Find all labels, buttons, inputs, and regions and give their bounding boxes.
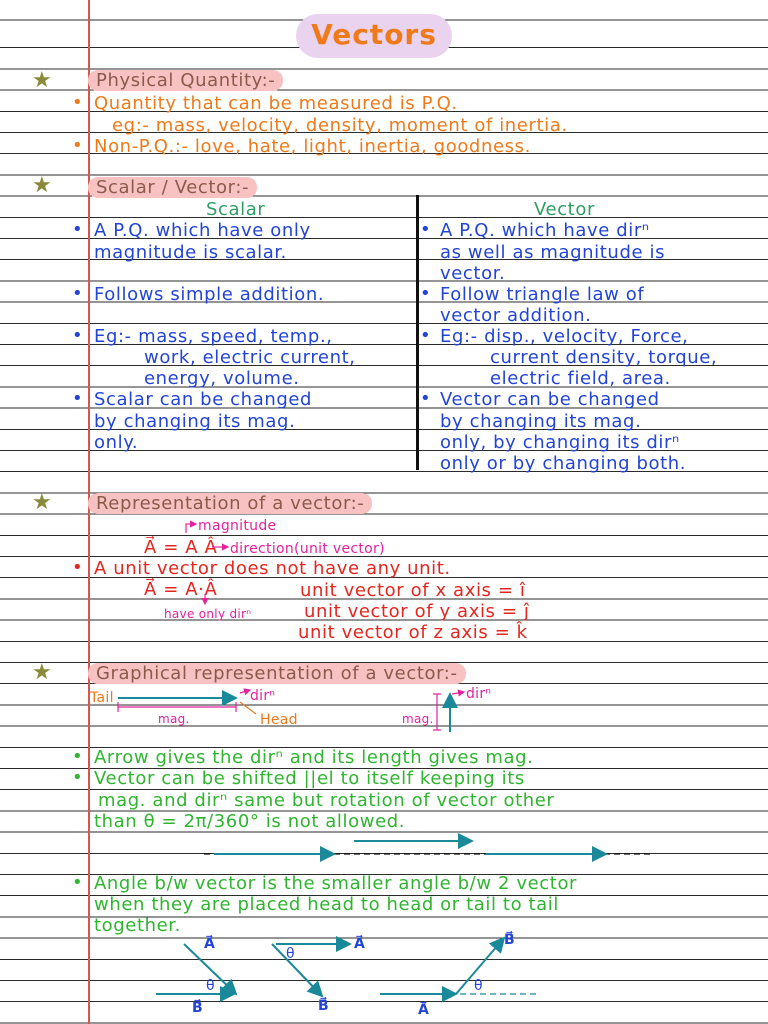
tail-label: Tail bbox=[90, 690, 114, 706]
vector-column-title: Vector bbox=[534, 199, 595, 220]
scalar-eg-3: energy, volume. bbox=[144, 368, 300, 389]
heading-scalar-vector: Scalar / Vector:- bbox=[88, 177, 257, 198]
star-icon: ★ bbox=[32, 660, 52, 685]
bullet-icon: • bbox=[72, 92, 83, 113]
scalar-addition: Follows simple addition. bbox=[94, 284, 325, 305]
vector-eg-3: electric field, area. bbox=[490, 368, 671, 389]
unit-y: unit vector of y axis = ĵ bbox=[304, 601, 530, 622]
pq-examples: eg:- mass, velocity, density, moment of inertia. bbox=[112, 115, 568, 136]
vector-def-1: A P.Q. which have dirⁿ bbox=[440, 220, 650, 241]
direction-label: direction(unit vector) bbox=[230, 541, 385, 557]
angle-diagram-3-b bbox=[456, 938, 504, 994]
star-icon: ★ bbox=[32, 68, 52, 93]
scalar-eg-1: Eg:- mass, speed, temp., bbox=[94, 326, 333, 347]
unit-z: unit vector of z axis = k̂ bbox=[298, 622, 528, 643]
theta-2: θ bbox=[286, 946, 295, 962]
vector-change-3: only, by changing its dirⁿ bbox=[440, 432, 680, 453]
vector-def-3: vector. bbox=[440, 263, 506, 284]
star-icon: ★ bbox=[32, 490, 52, 515]
label-a-1: A⃗ bbox=[204, 936, 216, 952]
heading-graphical: Graphical representation of a vector:- bbox=[88, 663, 466, 684]
label-b-3: B⃗ bbox=[504, 932, 515, 948]
head-label: Head bbox=[260, 712, 298, 728]
magnitude-pointer bbox=[186, 524, 196, 533]
unit-vector-note: A unit vector does not have any unit. bbox=[94, 558, 451, 579]
mag-label-2: mag. bbox=[402, 712, 434, 726]
pq-definition: Quantity that can be measured is P.Q. bbox=[94, 93, 458, 114]
bullet-icon: • bbox=[72, 557, 83, 578]
bullet-icon: • bbox=[420, 325, 431, 346]
shift-rule-3: than θ = 2π/360° is not allowed. bbox=[94, 811, 406, 832]
scalar-def-1: A P.Q. which have only bbox=[94, 220, 311, 241]
label-b-1: B⃗ bbox=[192, 1000, 203, 1016]
shift-rule-2: mag. and dirⁿ same but rotation of vector other bbox=[98, 790, 555, 811]
shift-rule-1: Vector can be shifted ||el to itself keeping its bbox=[94, 768, 525, 789]
angle-rule-1: Angle b/w vector is the smaller angle b/w 2 vector bbox=[94, 873, 578, 894]
bullet-icon: • bbox=[72, 872, 83, 893]
bullet-icon: • bbox=[72, 388, 83, 409]
label-a-3: A⃗ bbox=[418, 1002, 430, 1018]
vector-change-2: by changing its mag. bbox=[440, 411, 642, 432]
theta-1: θ bbox=[206, 978, 215, 994]
vector-change-4: only or by changing both. bbox=[440, 453, 687, 474]
vector-addition-2: vector addition. bbox=[440, 305, 592, 326]
bullet-icon: • bbox=[420, 219, 431, 240]
bullet-icon: • bbox=[72, 767, 83, 788]
vector-formula: A⃗ = A Â bbox=[144, 537, 218, 558]
vector-change-1: Vector can be changed bbox=[440, 389, 660, 410]
vector-eg-1: Eg:- disp., velocity, Force, bbox=[440, 326, 689, 347]
arrow-meaning: Arrow gives the dirⁿ and its length gives mag. bbox=[94, 747, 534, 768]
heading-physical-quantity: Physical Quantity:- bbox=[88, 70, 283, 91]
heading-representation: Representation of a vector:- bbox=[88, 493, 372, 514]
magnitude-label: magnitude bbox=[198, 518, 277, 534]
angle-diagram-2-b bbox=[272, 944, 322, 996]
angle-rule-2: when they are placed head to head or tail to tail bbox=[94, 894, 559, 915]
vector-eg-2: current density, torque, bbox=[490, 347, 718, 368]
vector-formula-2: A⃗ = A·Â bbox=[144, 579, 218, 600]
scalar-change-2: by changing its mag. bbox=[94, 411, 296, 432]
bullet-icon: • bbox=[72, 325, 83, 346]
bullet-icon: • bbox=[72, 283, 83, 304]
bullet-icon: • bbox=[72, 219, 83, 240]
dir-label-1: dirⁿ bbox=[250, 688, 276, 704]
star-icon: ★ bbox=[32, 173, 52, 198]
dir-label-2: dirⁿ bbox=[466, 686, 492, 702]
bullet-icon: • bbox=[420, 388, 431, 409]
scalar-column-title: Scalar bbox=[206, 199, 266, 220]
scalar-change-3: only. bbox=[94, 432, 139, 453]
bullet-icon: • bbox=[420, 283, 431, 304]
mag-label-1: mag. bbox=[158, 712, 190, 726]
page-title: Vectors bbox=[311, 18, 437, 51]
angle-diagram-1-a bbox=[184, 944, 236, 994]
unit-x: unit vector of x axis = î bbox=[300, 580, 526, 601]
label-a-2: A⃗ bbox=[354, 936, 366, 952]
non-pq-line: Non-P.Q.:- love, hate, light, inertia, goodness. bbox=[94, 136, 531, 157]
bullet-icon: • bbox=[72, 135, 83, 156]
scalar-def-2: magnitude is scalar. bbox=[94, 242, 287, 263]
vector-addition-1: Follow triangle law of bbox=[440, 284, 645, 305]
have-only-dir-label: have only dirⁿ bbox=[164, 607, 252, 621]
theta-3: θ bbox=[474, 978, 483, 994]
bullet-icon: • bbox=[72, 746, 83, 767]
scalar-eg-2: work, electric current, bbox=[144, 347, 356, 368]
label-b-2: B⃗ bbox=[318, 998, 329, 1014]
angle-rule-3: together. bbox=[94, 915, 181, 936]
vector-def-2: as well as magnitude is bbox=[440, 242, 666, 263]
scalar-change-1: Scalar can be changed bbox=[94, 389, 313, 410]
